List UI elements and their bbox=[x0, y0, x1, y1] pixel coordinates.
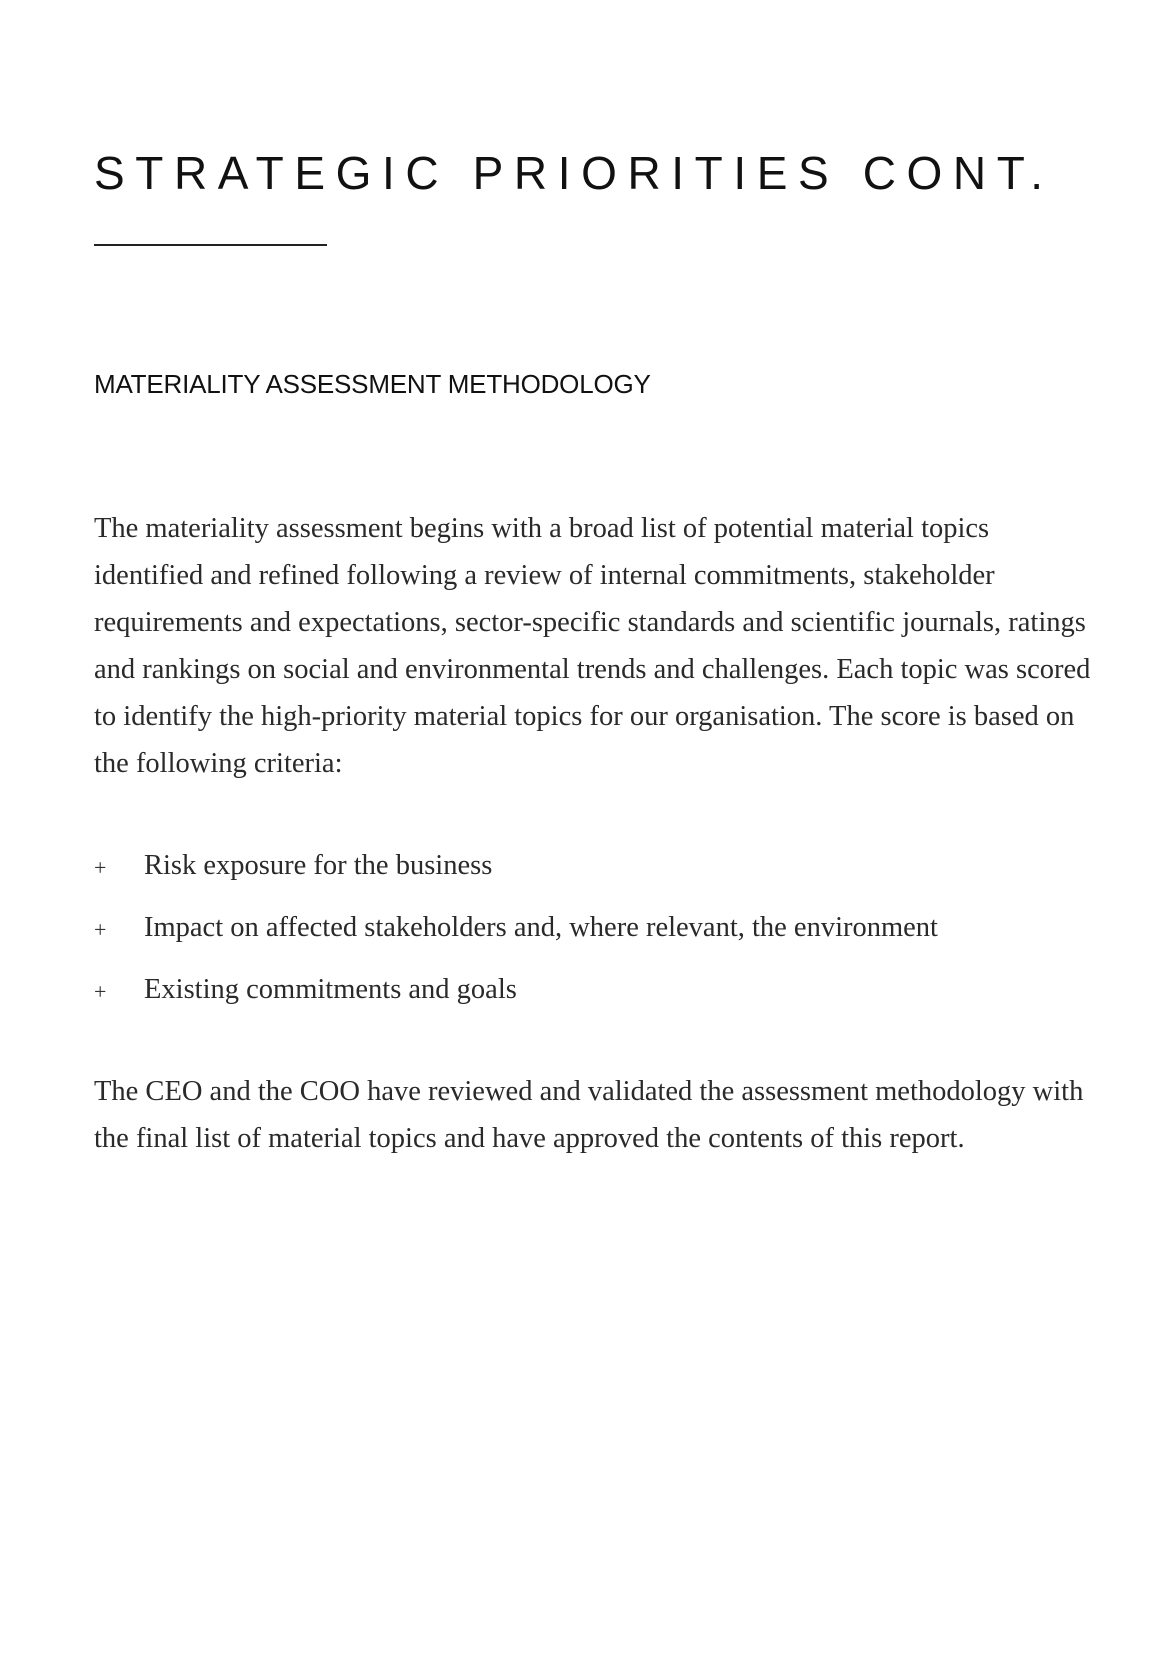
criteria-item bbox=[94, 970, 1094, 1032]
title-underline-rule bbox=[94, 244, 327, 246]
criteria-list bbox=[94, 846, 1094, 1032]
page-title: STRATEGIC PRIORITIES CONT. bbox=[94, 147, 1054, 199]
closing-paragraph: The CEO and the COO have reviewed and validated the assessment methodology with the final list of material topics and have approved the contents of this report. bbox=[94, 1076, 1084, 1154]
criteria-item bbox=[94, 846, 1094, 908]
criteria-item-text: Impact on affected stakeholders and, where relevant, the environment bbox=[144, 912, 938, 943]
section-heading: MATERIALITY ASSESSMENT METHODOLOGY bbox=[94, 369, 651, 399]
intro-paragraph: The materiality assessment begins with a broad list of potential material topics identified and refined following a review of internal commitments, stakeholder requirements and expectations, sector-specific standards and scientific journals, ratings and rankings on social and environmental trends and challenges. Each topic was scored to identify the high-priority material topics for our organisation. The score is based on the following criteria: bbox=[94, 513, 1091, 779]
criteria-item-text: Risk exposure for the business bbox=[144, 850, 493, 881]
plus-bullet-icon: + bbox=[94, 855, 107, 880]
criteria-item bbox=[94, 908, 1094, 970]
plus-bullet-icon: + bbox=[94, 917, 107, 942]
plus-bullet-icon: + bbox=[94, 979, 107, 1004]
criteria-item-text: Existing commitments and goals bbox=[144, 974, 517, 1005]
